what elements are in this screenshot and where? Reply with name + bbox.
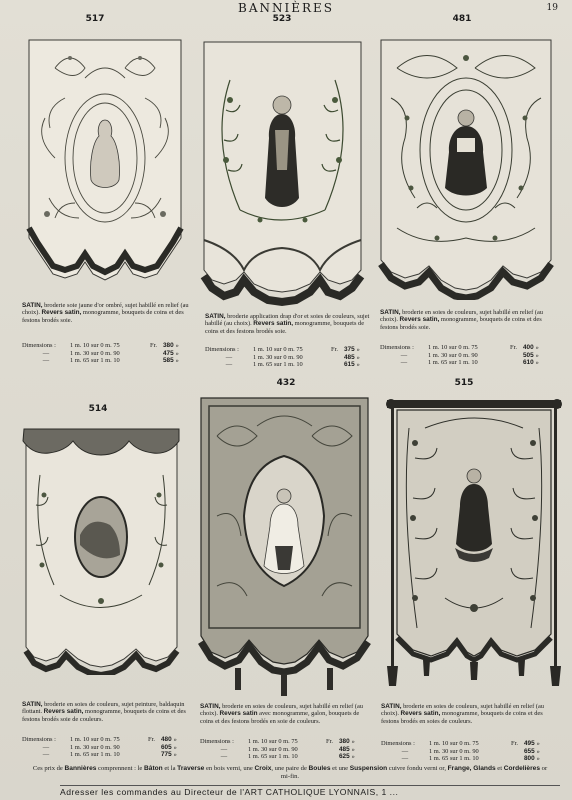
dimension-row: — 1 m. 30 sur 0 m. 90 505 » <box>400 351 539 359</box>
banner-number-517: 517 <box>85 14 105 24</box>
dimension-row: — 1 m. 65 sur 1 m. 10 610 » <box>400 359 539 366</box>
dimension-row: Dimensions : 1 m. 10 sur 0 m. 75 Fr. 380 » <box>200 738 355 745</box>
order-address-line: Adresser les commandes au Directeur de l'ART CATHOLIQUE LYONNAIS, 1 ... <box>60 785 560 797</box>
dimension-row: — 1 m. 30 sur 0 m. 90 485 » <box>225 353 360 361</box>
dimension-row: Dimensions : 1 m. 10 sur 0 m. 75 Fr. 375 » <box>205 346 360 353</box>
banner-image-515 <box>385 398 563 696</box>
dimension-row: — 1 m. 65 sur 1 m. 10 775 » <box>42 751 177 758</box>
banner-image-523 <box>200 40 365 308</box>
banner-image-481 <box>377 38 555 300</box>
banner-description-481: SATIN, broderie en soies de couleurs, sujet habillé en relief (au choix). Revers satin, monogramme, bouquets de coins et des festons brodés soie. <box>380 309 543 331</box>
dimension-row: Dimensions : 1 m. 10 sur 0 m. 75 Fr. 480 » <box>22 736 177 743</box>
dimension-row: Dimensions : 1 m. 10 sur 0 m. 75 Fr. 400 » <box>380 344 539 351</box>
price-inclusion-note: Ces prix de Bannières comprennent : le Bâton et la Traverse en bois verni, une Croix, une paire de Boules et une Suspension cuivre fondu verni or, Frange, Glands et Cordelières or mi-fin. <box>32 765 548 780</box>
dimension-row: — 1 m. 30 sur 0 m. 90 605 » <box>42 743 177 751</box>
dimension-row: Dimensions : 1 m. 10 sur 0 m. 75 Fr. 380 » <box>22 342 179 349</box>
banner-dimensions-432 <box>200 738 355 761</box>
banner-number-432: 432 <box>276 378 296 388</box>
banner-dimensions-514 <box>22 736 177 759</box>
page-title: BANNIÈRES <box>238 1 334 15</box>
banner-number-481: 481 <box>452 14 472 24</box>
dimension-row: — 1 m. 30 sur 0 m. 90 485 » <box>220 745 355 753</box>
banner-description-515: SATIN, broderie en soies de couleurs, sujet habillé en relief (au choix). Revers satin, monogramme, bouquets de coins et des festons brodés en soies de couleurs. <box>381 703 544 725</box>
banner-number-514: 514 <box>88 404 108 414</box>
banner-number-523: 523 <box>272 14 292 24</box>
banner-image-517 <box>25 38 185 288</box>
banner-image-514 <box>20 425 183 675</box>
banner-description-514: SATIN, broderie en soies de couleurs, sujet peinture, baldaquin flottant. Revers satin, monogramme, bouquets de coins et des festons brodés soie de couleurs. <box>22 701 186 723</box>
dimension-row: — 1 m. 65 sur 1 m. 10 800 » <box>401 755 540 762</box>
banner-image-432 <box>197 396 372 696</box>
dimension-row: — 1 m. 30 sur 0 m. 90 655 » <box>401 747 540 755</box>
dimension-row: — 1 m. 30 sur 0 m. 90 475 » <box>42 349 179 357</box>
dimension-row: — 1 m. 65 sur 1 m. 10 585 » <box>42 357 179 364</box>
banner-dimensions-523 <box>205 346 360 369</box>
banner-description-432: SATIN, broderie en soies de couleurs, sujet habillé en relief (au choix). Revers satin avec monogramme, galon, bouquets de coins et des festons brodés en soie de couleurs. <box>200 703 363 725</box>
dimension-row: — 1 m. 65 sur 1 m. 10 615 » <box>225 361 360 368</box>
dimension-row: — 1 m. 65 sur 1 m. 10 625 » <box>220 753 355 760</box>
banner-dimensions-515 <box>381 740 540 763</box>
banner-description-523: SATIN, broderie application drap d'or et soies de couleurs, sujet habillé (au choix). Revers satin, monogramme, bouquets de coins et des festons brodés soie. <box>205 313 370 335</box>
banner-description-517: SATIN, broderie soie jaune d'or ombré, sujet habillé en relief (au choix). Revers satin, monogramme, bouquets de coins et des festons brodés soie. <box>22 302 189 324</box>
page-number: 19 <box>546 3 558 13</box>
banner-number-515: 515 <box>454 378 474 388</box>
banner-dimensions-481 <box>380 344 539 367</box>
banner-dimensions-517 <box>22 342 179 365</box>
dimension-row: Dimensions : 1 m. 10 sur 0 m. 75 Fr. 495 » <box>381 740 540 747</box>
